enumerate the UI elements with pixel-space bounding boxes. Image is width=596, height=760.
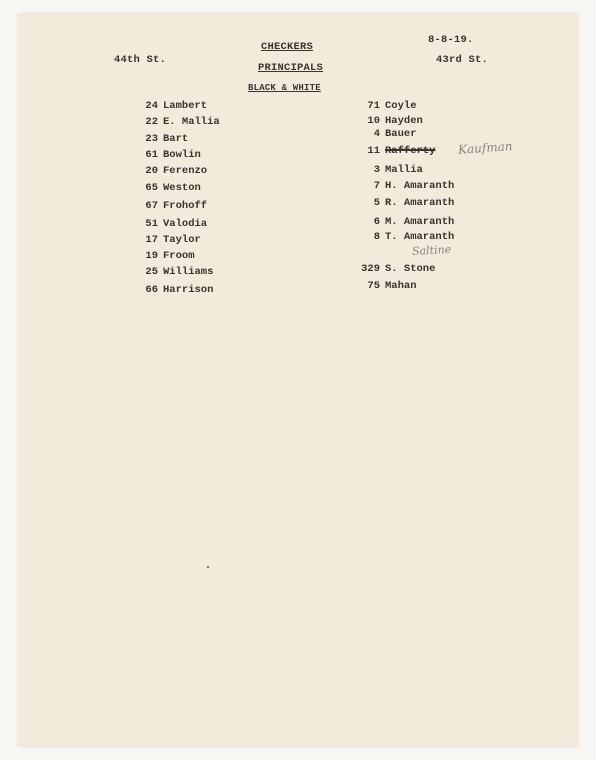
right-street-label: 43rd St. xyxy=(436,54,489,66)
list-item: 66 Harrison xyxy=(145,284,214,296)
list-item: 19 Froom xyxy=(145,250,195,262)
list-item: 5 R. Amaranth xyxy=(373,197,455,209)
list-item: 65 Weston xyxy=(145,182,201,194)
document-page xyxy=(18,14,578,746)
date: 8-8-19. xyxy=(428,34,474,46)
list-item: 67 Frohoff xyxy=(145,200,208,212)
struck-name: Rafferty xyxy=(385,145,436,157)
list-item: 6 M. Amaranth xyxy=(373,216,455,228)
list-item: 8 T. Amaranth xyxy=(373,231,455,243)
subtitle: PRINCIPALS xyxy=(258,62,324,74)
left-street-label: 44th St. xyxy=(114,54,167,66)
title: CHECKERS xyxy=(261,41,314,53)
list-item: 10 Hayden xyxy=(367,115,423,127)
list-item: 51 Valodia xyxy=(145,218,208,230)
list-item: 75 Mahan xyxy=(367,280,417,292)
list-item: 61 Bowlin xyxy=(145,149,201,161)
list-item: 7 H. Amaranth xyxy=(373,180,455,192)
list-item: 24 Lambert xyxy=(145,100,208,112)
list-item: 23 Bart xyxy=(145,133,189,145)
list-item: 4 Bauer xyxy=(373,128,417,140)
subsubtitle: BLACK & WHITE xyxy=(248,83,321,93)
list-item: 17 Taylor xyxy=(145,234,201,246)
handwritten-kaufman: Kaufman xyxy=(457,139,513,157)
list-item: 22 E. Mallia xyxy=(145,116,220,128)
list-item: 329 S. Stone xyxy=(361,263,436,275)
ink-speck xyxy=(207,566,209,568)
list-item: 25 Williams xyxy=(145,266,214,278)
list-item: 20 Ferenzo xyxy=(145,165,208,177)
handwritten-saltine: Saltine xyxy=(411,242,452,259)
list-item: 3 Mallia xyxy=(373,164,423,176)
list-item: 71 Coyle xyxy=(367,100,417,112)
list-item: 11 Rafferty xyxy=(367,145,436,157)
